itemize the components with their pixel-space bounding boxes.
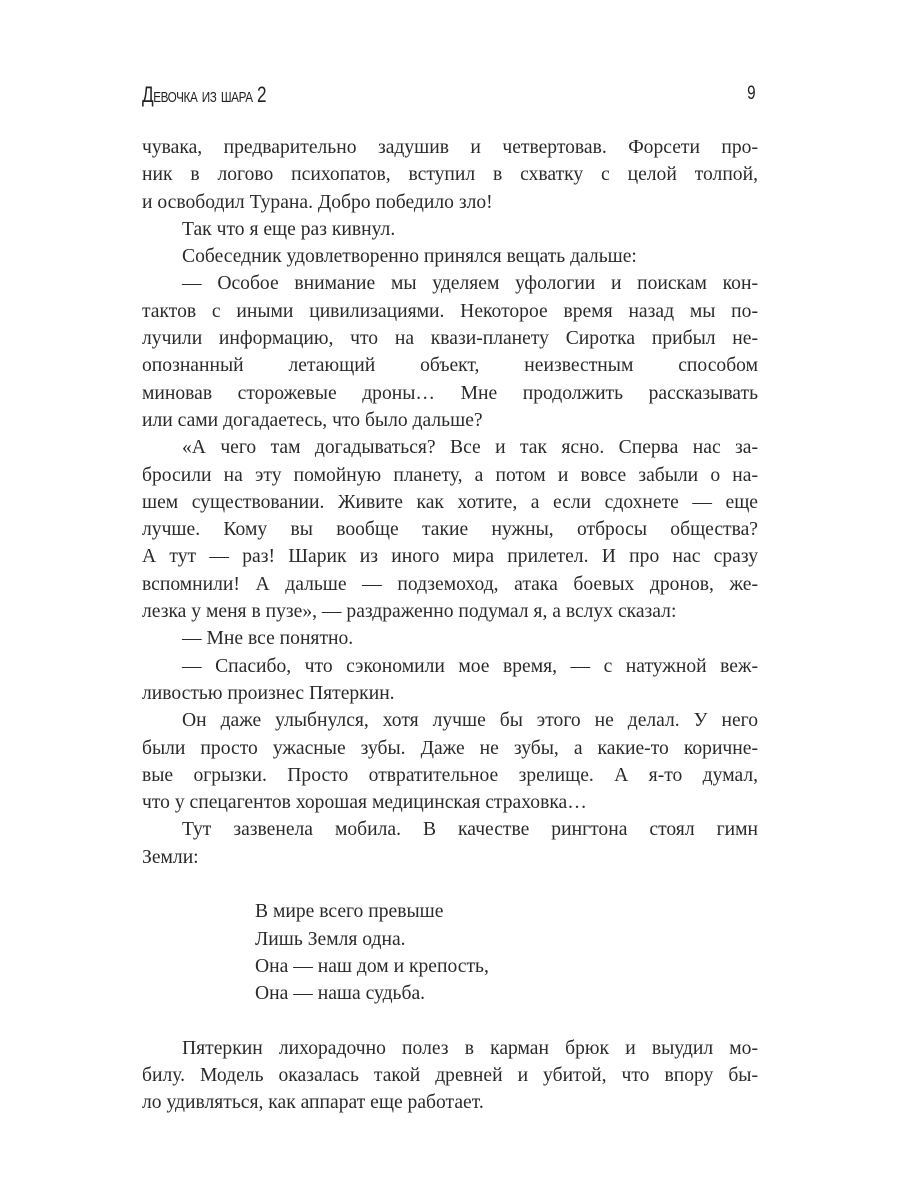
text-before-poem [142, 134, 758, 871]
text-line: — Особое внимание мы уделяем уфологии и поискам кон- [182, 273, 758, 295]
paragraph [142, 1035, 758, 1117]
text-line: А тут — раз! Шарик из иного мира прилетел. И про нас сразу [142, 546, 758, 568]
page-header [142, 82, 758, 112]
paragraph [142, 653, 758, 708]
paragraph [142, 243, 758, 270]
text-line: ливостью произнес Пятеркин. [142, 682, 395, 704]
text-line: Собеседник удовлетворенно принялся вещать дальше: [182, 246, 637, 268]
text-line: чувака, предварительно задушив и четвертовав. Форсети про- [142, 137, 758, 158]
text-line: — Спасибо, что сэкономили мое время, — с натужной веж- [182, 655, 758, 677]
text-line: Земли: [142, 846, 199, 868]
text-line: или сами догадаетесь, что было дальше? [142, 409, 483, 431]
text-line: были просто ужасные зубы. Даже не зубы, а какие-то коричне- [142, 737, 758, 759]
paragraph [142, 270, 758, 434]
text-line: лучили информацию, что на квази-планету Сиротка прибыл не- [142, 328, 758, 350]
text-line: Он даже улыбнулся, хотя лучше бы этого не делал. У него [182, 710, 758, 732]
paragraph [142, 434, 758, 625]
text-line: ло удивляться, как аппарат еще работает. [142, 1092, 484, 1114]
text-line: лучше. Кому вы вообще такие нужны, отбросы общества? [142, 519, 758, 541]
paragraph [142, 625, 758, 652]
paragraph [142, 216, 758, 243]
poem [255, 898, 758, 1007]
text-line: бросили на эту помойную планету, а потом и вовсе забыли о на- [142, 464, 758, 486]
text-line: вспомнили! А дальше — подземоход, атака боевых дронов, же- [142, 573, 758, 595]
poem-line: Она — наша судьба. [255, 983, 426, 1005]
text-line: что у спецагентов хорошая медицинская страховка… [142, 792, 587, 814]
poem-line: Она — наш дом и крепость, [255, 955, 489, 977]
text-line: лезка у меня в пузе», — раздраженно подумал я, а вслух сказал: [142, 601, 677, 623]
running-title: Девочка из шара 2 [142, 82, 267, 107]
text-line: тактов с иными цивилизациями. Некоторое время назад мы по- [142, 300, 758, 322]
text-line: ник в логово психопатов, вступил в схватку с целой толпой, [142, 164, 758, 186]
text-line: миновав сторожевые дроны… Мне продолжить рассказывать [142, 382, 758, 404]
text-after-poem [142, 1035, 758, 1117]
text-line: билу. Модель оказалась такой древней и убитой, что впору бы- [142, 1065, 758, 1087]
page-number: 9 [747, 83, 756, 104]
text-line: Тут зазвенела мобила. В качестве рингтона стоял гимн [182, 819, 758, 841]
text-line: шем существовании. Живите как хотите, а если сдохнете — еще [142, 491, 758, 513]
text-line: «А чего там догадываться? Все и так ясно. Сперва нас за- [182, 437, 758, 459]
text-line: — Мне все понятно. [182, 628, 354, 650]
page-body [142, 134, 758, 1117]
text-line: Так что я еще раз кивнул. [182, 218, 396, 240]
paragraph [142, 707, 758, 816]
text-line: вые огрызки. Просто отвратительное зрелище. А я-то думал, [142, 764, 758, 786]
text-line: опознанный летающий объект, неизвестным способом [142, 355, 758, 377]
text-line: и освободил Турана. Добро победило зло! [142, 191, 493, 213]
text-line: Пятеркин лихорадочно полез в карман брюк и выудил мо- [182, 1037, 758, 1059]
paragraph [142, 816, 758, 871]
poem-line: Лишь Земля одна. [255, 928, 406, 950]
paragraph [142, 134, 758, 216]
poem-line: В мире всего превыше [255, 901, 444, 923]
